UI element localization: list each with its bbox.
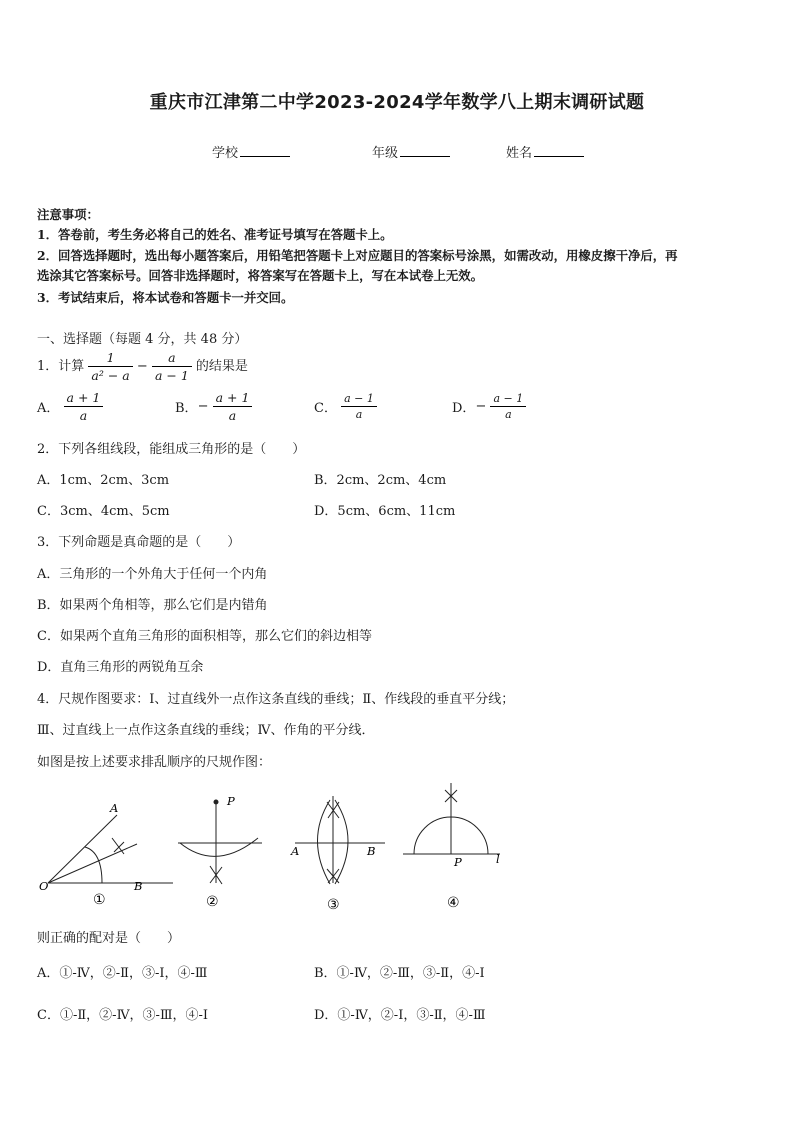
notice-item: 3．考试结束后，将本试卷和答题卡一并交回。 (37, 290, 294, 305)
f3-label-a: A (291, 844, 300, 858)
q2-option-c: C．3cm、4cm、5cm (37, 504, 170, 519)
q1-suffix: 的结果是 (195, 359, 248, 374)
school-label: 学校 (212, 146, 239, 161)
q3-option-d: D．直角三角形的两锐角互余 (37, 660, 204, 675)
notice-item: 选涂其它答案标号。回答非选择题时，将答案写在答题卡上，写在本试卷上无效。 (37, 268, 484, 283)
grade-field (372, 142, 450, 161)
q1-option-c (314, 392, 377, 421)
q2-option-b: B．2cm、2cm、4cm (314, 473, 447, 488)
f4-label-p: P (454, 855, 462, 869)
f3-number: ③ (327, 897, 340, 913)
page-title: 重庆市江津第二中学2023-2024学年数学八上期末调研试题 (149, 92, 645, 113)
name-blank (534, 144, 584, 157)
school-field (212, 142, 290, 161)
q1-option-a-numerator: a + 1 (64, 390, 104, 407)
q1-f1-denominator: a² − a (91, 368, 130, 383)
question-1-stem (37, 350, 248, 383)
q3-option-b: B．如果两个角相等，那么它们是内错角 (37, 598, 268, 613)
q1-fraction-1 (88, 350, 132, 383)
q1-option-b (175, 390, 252, 423)
section-heading: 一、选择题（每题 4 分，共 48 分） (37, 332, 248, 347)
grade-label: 年级 (372, 146, 399, 161)
q1-f2-denominator: a − 1 (154, 368, 189, 383)
q1-option-b-fraction (213, 390, 253, 423)
q4-option-b: B．①-Ⅳ，②-Ⅲ，③-Ⅱ，④-Ⅰ (314, 966, 485, 981)
grade-blank (400, 144, 450, 157)
notice-item: 1．答卷前，考生务必将自己的姓名、准考证号填写在答题卡上。 (37, 227, 393, 242)
q1-option-b-denominator: a (228, 408, 237, 423)
q1-option-d (452, 392, 526, 421)
q1-option-c-label: C． (314, 401, 337, 416)
question-3-stem: 3．下列命题是真命题的是（ ） (37, 535, 241, 550)
question-4-line-2: Ⅲ、过直线上一点作这条直线的垂线；Ⅳ、作角的平分线． (37, 723, 375, 738)
notice-item: 2．回答选择题时，选出每小题答案后，用铅笔把答题卡上对应题目的答案标号涂黑，如需改动，用橡皮擦干净后，再 (37, 248, 678, 263)
figure-2-perpendicular-from-point (178, 800, 262, 884)
q1-option-d-sign: − (475, 399, 487, 414)
q1-option-b-numerator: a + 1 (213, 390, 253, 407)
question-4-line-3: 如图是按上述要求排乱顺序的尺规作图： (37, 755, 272, 770)
figure-3-perpendicular-bisector (295, 796, 385, 884)
q1-option-b-sign: − (197, 399, 209, 414)
q1-f2-numerator: a (152, 350, 192, 367)
f4-label-l: l (496, 852, 500, 866)
q1-option-c-denominator: a (355, 408, 363, 421)
q3-option-a: A．三角形的一个外角大于任何一个内角 (37, 567, 268, 582)
q4-option-c: C．①-Ⅱ，②-Ⅳ，③-Ⅲ，④-Ⅰ (37, 1008, 209, 1023)
q1-option-d-denominator: a (505, 408, 512, 421)
q4-option-a: A．①-Ⅳ，②-Ⅱ，③-Ⅰ，④-Ⅲ (37, 966, 208, 981)
f1-label-o: O (39, 879, 49, 893)
q1-option-d-fraction (490, 392, 526, 421)
q1-f1-numerator: 1 (88, 350, 132, 367)
f2-number: ② (206, 894, 219, 910)
q1-minus: − (136, 359, 148, 374)
q4-option-d: D．①-Ⅳ，②-Ⅰ，③-Ⅱ，④-Ⅲ (314, 1008, 486, 1023)
q1-option-b-label: B． (175, 401, 198, 416)
question-2-stem: 2．下列各组线段，能组成三角形的是（ ） (37, 442, 306, 457)
question-4-line-1: 4．尺规作图要求：Ⅰ、过直线外一点作这条直线的垂线；Ⅱ、作线段的垂直平分线； (37, 692, 515, 707)
f1-label-a: A (110, 801, 119, 815)
construction-figures (30, 780, 770, 920)
q3-option-c: C．如果两个直角三角形的面积相等，那么它们的斜边相等 (37, 629, 372, 644)
q2-option-d: D．5cm、6cm、11cm (314, 504, 456, 519)
q1-prefix: 1．计算 (37, 359, 85, 374)
q1-option-c-fraction (341, 392, 377, 421)
q1-option-c-numerator: a − 1 (341, 392, 377, 407)
q2-option-a: A．1cm、2cm、3cm (37, 473, 170, 488)
q1-option-a-fraction (64, 390, 104, 423)
f2-label-p: P (227, 794, 235, 808)
q1-option-d-numerator: a − 1 (490, 392, 526, 407)
figure-1-angle-bisector (48, 815, 173, 883)
question-4-ask: 则正确的配对是（ ） (37, 931, 181, 946)
f3-label-b: B (367, 844, 376, 858)
name-label: 姓名 (506, 146, 533, 161)
q1-option-d-label: D． (452, 401, 476, 416)
school-blank (240, 144, 290, 157)
figure-4-perpendicular-at-point (403, 783, 500, 854)
f1-number: ① (93, 892, 106, 908)
notice-heading: 注意事项： (37, 207, 99, 222)
q1-option-a-denominator: a (79, 408, 88, 423)
name-field (506, 142, 584, 161)
q1-fraction-2 (152, 350, 192, 383)
f4-number: ④ (447, 895, 460, 911)
construction-figures-svg (30, 780, 770, 920)
f1-label-b: B (134, 879, 143, 893)
q1-option-a (37, 390, 103, 423)
q1-option-a-label: A． (37, 401, 60, 416)
